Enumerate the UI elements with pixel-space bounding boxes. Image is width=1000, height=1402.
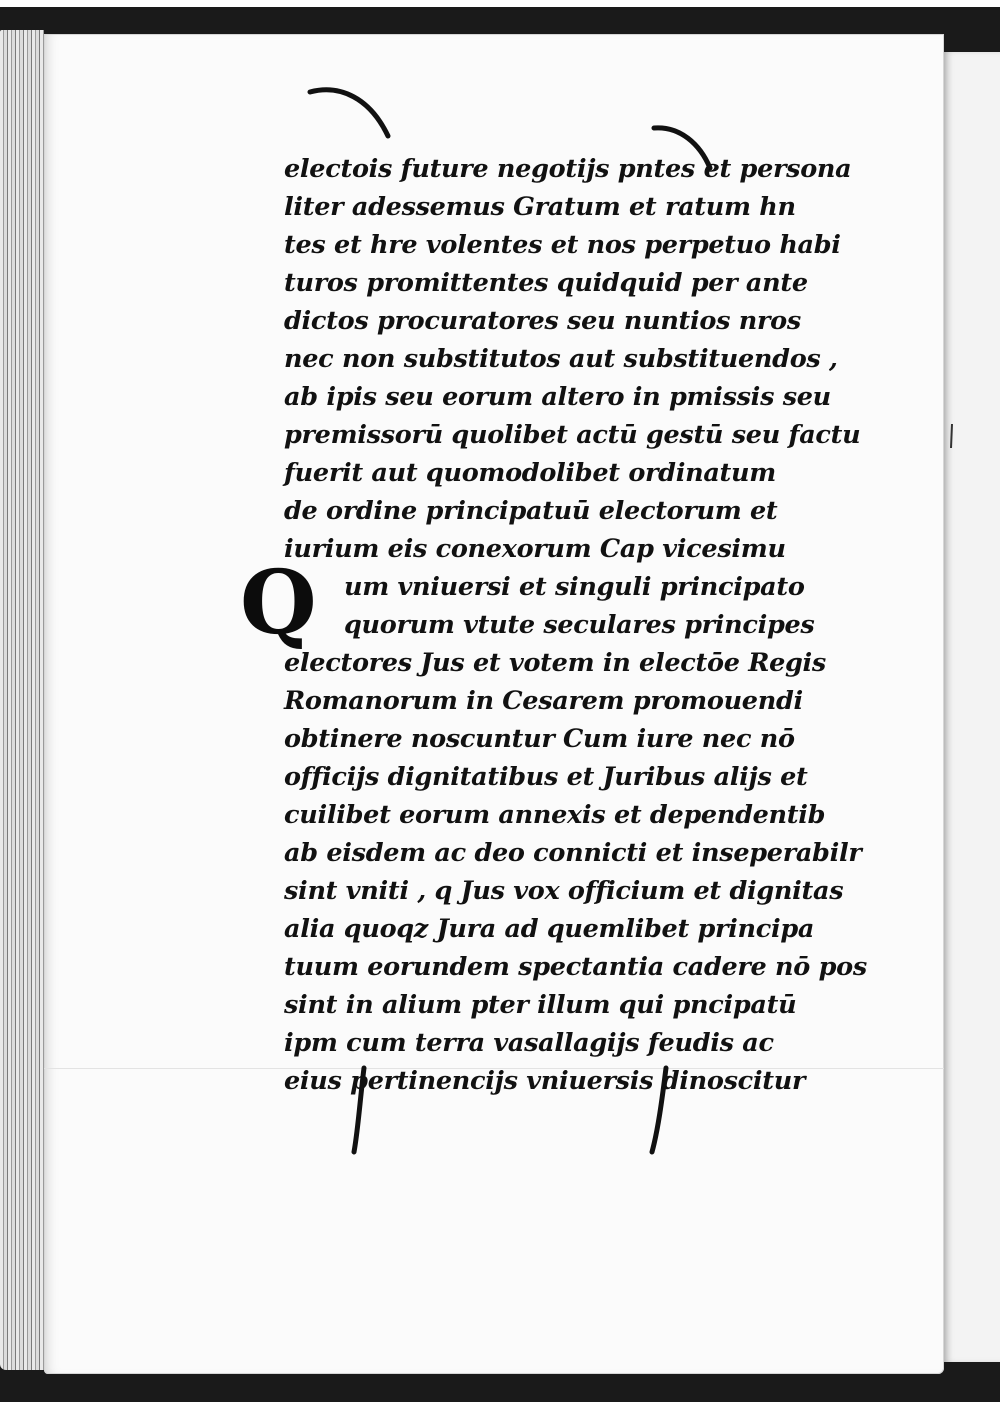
text-line: turos promittentes quidquid per ante [284, 268, 808, 298]
text-line: ab eisdem ac deo connicti et inseperabilr [284, 838, 862, 868]
text-line: quorum vtute seculares principes [344, 610, 815, 640]
text-line: sint in alium pter illum qui pncipatū [284, 990, 797, 1020]
text-line: officijs dignitatibus et Juribus alijs et [284, 762, 808, 792]
text-line: dictos procuratores seu nuntios nros [284, 306, 801, 336]
text-line: electois future negotijs pntes et persona [284, 154, 852, 184]
decorated-initial-letter: Q [240, 550, 317, 654]
text-line: de ordine principatuū electorum et [284, 496, 778, 526]
book-page-edges [0, 30, 44, 1370]
text-line: obtinere noscuntur Cum iure nec nō [284, 724, 795, 754]
text-line: um vniuersi et singuli principato [344, 572, 805, 602]
text-line: liter adessemus Gratum et ratum hn [284, 192, 796, 222]
text-line: sint vniti , q Jus vox officium et dignitas [284, 876, 844, 906]
text-line: alia quoqz Jura ad quemlibet principa [284, 914, 815, 944]
text-line: ipm cum terra vasallagijs feudis ac [284, 1028, 774, 1058]
text-line: eius pertinencijs vniuersis dinoscitur [284, 1066, 806, 1096]
chapter-heading-line: iurium eis conexorum Cap vicesimu [284, 534, 786, 564]
text-line: tuum eorundem spectantia cadere nō pos [284, 952, 867, 982]
manuscript-text-block [284, 150, 909, 1100]
text-line: premissorū quolibet actū gestū seu factu [284, 420, 861, 450]
text-line: tes et hre volentes et nos perpetuo habi [284, 230, 841, 260]
text-line: electores Jus et votem in electōe Regis [284, 648, 826, 678]
text-line: ab ipis seu eorum altero in pmissis seu [284, 382, 831, 412]
margin-mark [948, 422, 956, 450]
scan-top-border [0, 0, 1000, 36]
adjacent-page-edge [944, 52, 1000, 1362]
text-line: cuilibet eorum annexis et dependentib [284, 800, 826, 830]
text-line: nec non substitutos aut substituendos , [284, 344, 838, 374]
text-line: Romanorum in Cesarem promouendi [284, 686, 803, 716]
text-line: fuerit aut quomodolibet ordinatum [284, 458, 776, 488]
top-flourish-stroke-left [300, 78, 400, 148]
